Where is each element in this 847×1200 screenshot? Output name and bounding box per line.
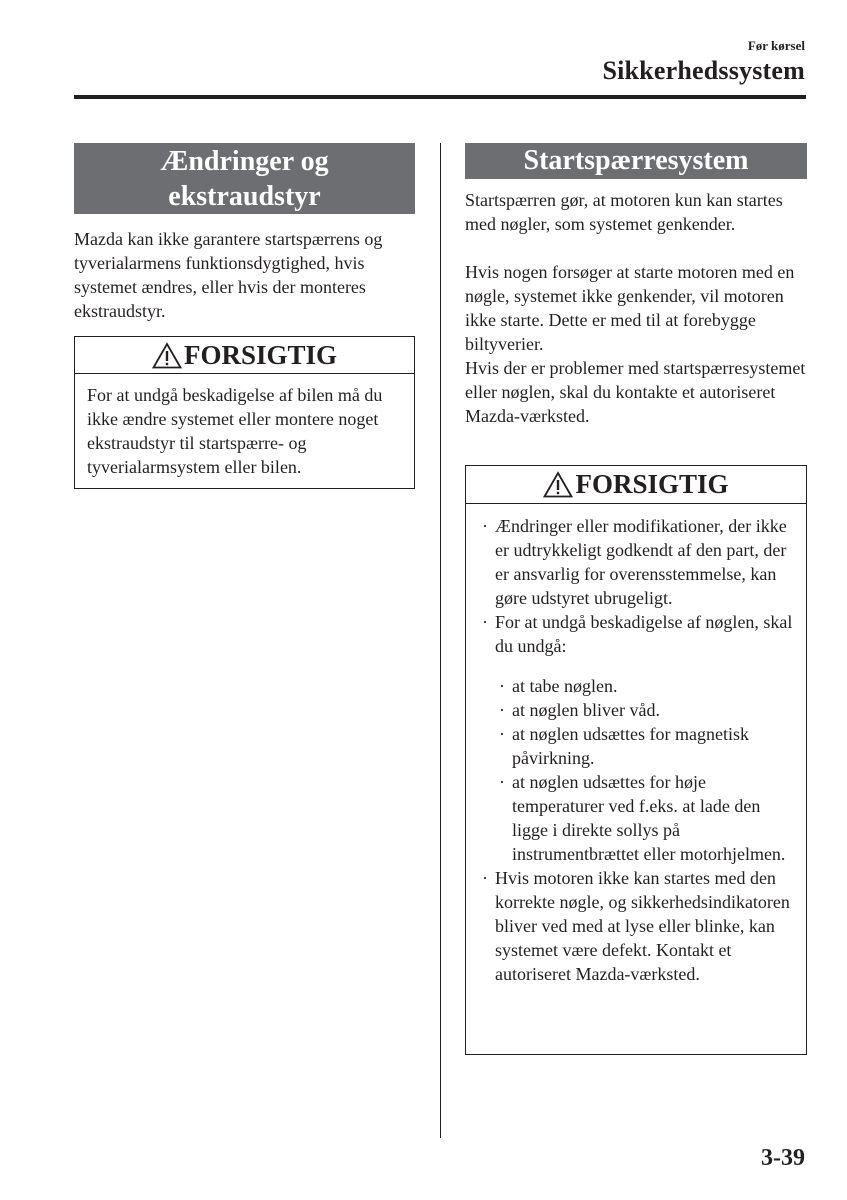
sub-bullet-item: · at nøglen udsættes for magnetisk påvirkning.	[497, 722, 796, 770]
sub-bullet-item: · at tabe nøglen.	[497, 674, 796, 698]
caution-header	[75, 337, 414, 374]
immobilizer-body	[465, 188, 810, 428]
heading-immobilizer: Startspærresystem	[465, 143, 807, 179]
modifications-body: Mazda kan ikke garantere startspærrens og tyverialarmens funktionsdygtighed, hvis systemet ændres, eller hvis der monteres ekstraudstyr.	[74, 229, 383, 321]
caution-list	[466, 504, 806, 986]
bullet-item: · Ændringer eller modifikationer, der ikke er udtrykkeligt godkendt af den part, der er ansvarlig for overensstemmelse, kan gøre udstyret ubrugeligt.	[480, 514, 796, 610]
paragraph: Hvis der er problemer med startspærresystemet eller nøglen, skal du kontakte et autoriseret Mazda-værksted.	[465, 358, 806, 426]
caution-label: FORSIGTIG	[183, 339, 338, 370]
chapter-label: Før kørsel	[747, 38, 805, 53]
page-number: 3-39	[761, 1145, 805, 1171]
caution-label: FORSIGTIG	[575, 469, 729, 499]
column-divider	[440, 143, 441, 1138]
bullet-item: · Hvis motoren ikke kan startes med den korrekte nøgle, og sikkerhedsindikatoren bliver ved med at lyse eller blinke, kan systemet være defekt. Kontakt et autoriseret Mazda-værksted.	[480, 866, 796, 986]
caution-header	[466, 466, 806, 504]
section-title: Sikkerhedssystem	[602, 56, 805, 85]
heading-modifications	[74, 143, 415, 214]
paragraph: Startspærren gør, at motoren kun kan startes med nøgler, som systemet genkender.	[465, 190, 783, 234]
bullet-item: · For at undgå beskadigelse af nøglen, skal du undgå:	[480, 610, 796, 658]
sub-bullet-item: · at nøglen udsættes for høje temperaturer ved f.eks. at lade den ligge i direkte sollys på instrumentbrættet eller motorhjelmen.	[497, 770, 796, 866]
caution-box-left	[74, 336, 415, 489]
heading-line-1: Ændringer og	[160, 146, 329, 177]
warning-triangle-icon	[543, 471, 573, 498]
caution-text: For at undgå beskadigelse af bilen må du ikke ændre systemet eller montere noget ekstraudstyr til startspærre- og tyverialarmsystem eller bilen.	[87, 385, 383, 477]
caution-box-right	[465, 465, 807, 1055]
sub-bullet-item: · at nøglen bliver våd.	[497, 698, 796, 722]
heading-line-2: ekstraudstyr	[168, 181, 321, 212]
header-rule	[74, 95, 806, 99]
sub-list	[480, 674, 796, 866]
warning-triangle-icon	[152, 342, 182, 369]
paragraph: Hvis nogen forsøger at starte motoren med en nøgle, systemet ikke genkender, vil motoren ikke starte. Dette er med til at forebygge biltyverier.	[465, 262, 795, 354]
